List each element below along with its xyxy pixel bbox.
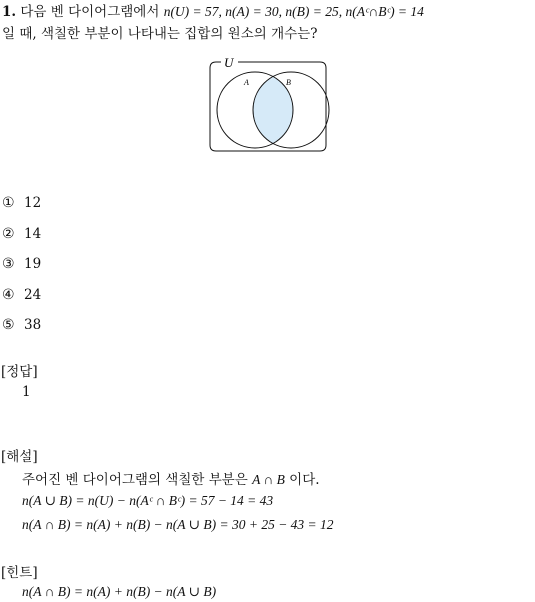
explanation-text: 주어진 벤 다이어그램의 색칠한 부분은: [22, 472, 248, 488]
choice-5-mark: ⑤: [2, 317, 15, 333]
set-b-label: B: [286, 78, 291, 87]
answer-label: [정답]: [1, 364, 38, 380]
choice-4-value: 24: [24, 287, 42, 303]
problem-text: 다음 벤 다이어그램에서: [20, 4, 160, 20]
answer-value: 1: [22, 384, 31, 400]
hint-line-1: n(A ∩ B) = n(A) + n(B) − n(A ∪ B): [22, 584, 217, 599]
explanation-set-math: A ∩ B: [252, 472, 285, 487]
hint-label: [힌트]: [1, 565, 38, 581]
problem-line-2: 일 때, 색칠한 부분이 나타내는 집합의 원소의 개수는?: [2, 26, 318, 42]
explanation-line-3: n(A ∩ B) = n(A) + n(B) − n(A ∪ B) = 30 + 25 − 43 = 12: [22, 517, 334, 532]
problem-line-1: [2, 0, 424, 20]
explanation-line-2: n(A ∪ B) = n(U) − n(Aᶜ ∩ Bᶜ) = 57 − 14 = 43: [22, 493, 274, 508]
choice-3-mark: ③: [2, 256, 15, 272]
set-a-label: A: [244, 78, 249, 87]
choice-2-mark: ②: [2, 226, 15, 242]
explanation-label: [해설]: [1, 449, 38, 465]
choice-3[interactable]: [2, 256, 41, 272]
choice-3-value: 19: [24, 256, 42, 272]
choice-2-value: 14: [24, 226, 42, 242]
venn-diagram: [206, 55, 330, 153]
choice-1[interactable]: [2, 195, 41, 211]
choice-1-mark: ①: [2, 195, 15, 211]
problem-given-math: n(U) = 57, n(A) = 30, n(B) = 25, n(Aᶜ∩Bᶜ) = 14: [163, 4, 424, 19]
problem-number: 1.: [2, 4, 17, 20]
choice-1-value: 12: [24, 195, 42, 211]
choice-4-mark: ④: [2, 287, 15, 303]
choice-4[interactable]: [2, 287, 41, 303]
choice-5-value: 38: [24, 317, 42, 333]
universe-label: U: [224, 55, 234, 70]
choice-2[interactable]: [2, 226, 41, 242]
explanation-suffix: 이다.: [289, 472, 320, 488]
explanation-line-1: [22, 468, 320, 488]
choice-5[interactable]: [2, 317, 41, 333]
